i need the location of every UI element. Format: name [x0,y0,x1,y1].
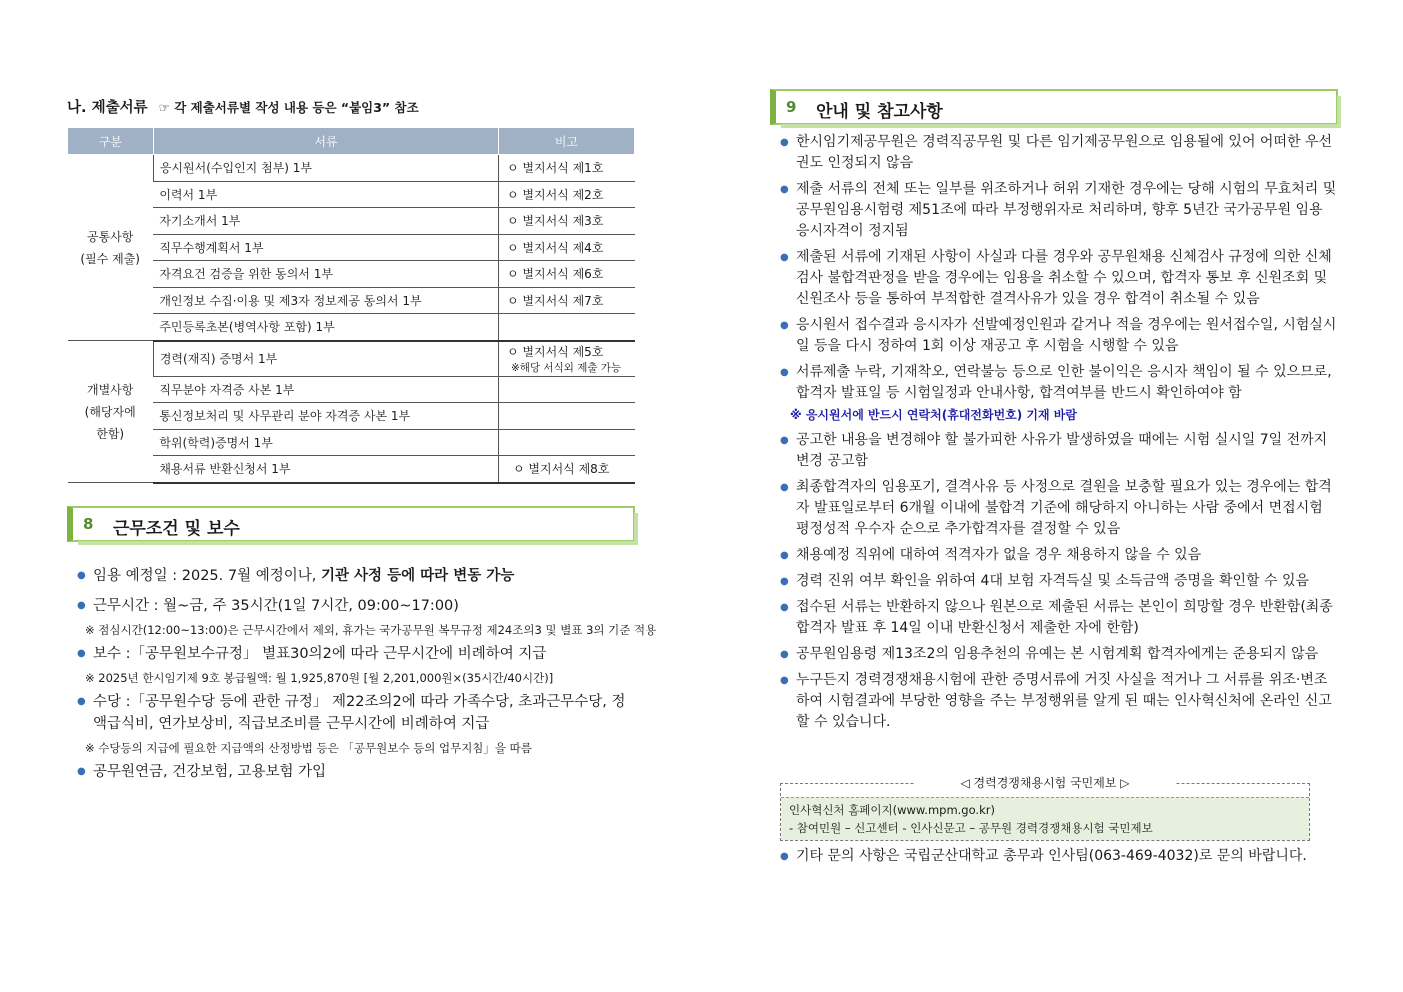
docs-heading [67,96,419,117]
list-item: ● 응시원서 접수결과 응시자가 선발예정인원과 같거나 적을 경우에는 원서접수일, 시험실시일 등을 다시 정하여 1회 이상 재공고 후 시험을 시행할 수 있음 [780,315,1340,357]
table-row [68,429,635,456]
section-9-header [770,89,1338,125]
doc-cell: 개인정보 수집·이용 및 제3자 정보제공 동의서 1부 [153,287,498,314]
doc-cell: 자기소개서 1부 [153,208,498,235]
remark-cell [499,376,635,403]
list-item: ● 제출된 서류에 기재된 사항이 사실과 다를 경우와 공무원채용 신체검사 규정에 의한 신체검사 불합격판정을 받을 경우에는 임용을 취소할 수 있으며, 합격자 통보 후 신원조회 및 신원조사 등을 통하여 부적합한 결격사유가 있을 경우 합격이 취소될 수 있음 [780,247,1340,310]
list-item: ● 제출 서류의 전체 또는 일부를 위조하거나 허위 기재한 경우에는 당해 시험의 무효처리 및 공무원임용시험령 제51조에 따라 부정행위자로 처리하며, 향후 5년간 국가공무원 임용 응시자격이 정지됨 [780,179,1340,242]
table-header-row [68,128,635,155]
list-note: ※ 2025년 한시임기제 9호 봉급월액: 월 1,925,870원 [월 2,201,000원×(35시간/40시간)] [85,671,554,685]
list-item: ● 임용 예정일 : 2025. 7월 예정이나, 기관 사정 등에 따라 변동 가능 [77,565,637,587]
table-row [68,376,635,403]
list-item: ● 공무원연금, 건강보험, 고용보험 가입 [77,761,637,783]
section-8-header [67,506,635,542]
column-header: 구분 [68,128,154,155]
list-item: ● 공무원임용령 제13조2의 임용추천의 유예는 본 시험계획 합격자에게는 준용되지 않음 [780,644,1340,665]
report-homepage: 인사혁신처 홈페이지(www.mpm.go.kr) [789,803,995,817]
notice-list [780,132,1340,738]
remark-cell: ㅇ 별지서식 제6호 [499,261,635,288]
doc-cell: 경력(재직) 증명서 1부 [153,341,498,377]
table-row [68,341,635,377]
list-item: ● 수당 :「공무원수당 등에 관한 규정」 제22조의2에 따라 가족수당, 초과근무수당, 정액급식비, 연가보상비, 직급보조비를 근무시간에 비례하여 지급 [77,691,637,735]
list-item: ● 한시임기제공무원은 경력직공무원 및 다른 임기제공무원으로 임용될에 있어 어떠한 우선권도 인정되지 않음 [780,132,1340,174]
list-item: ● 최종합격자의 임용포기, 결격사유 등 사정으로 결원을 보충할 필요가 있는 경우에는 합격자 발표일로부터 6개월 이내에 불합격 기준에 해당하지 아니하는 사람 중에서 면접시험 평정성적 우수자 순으로 추가합격자를 결정할 수 있음 [780,477,1340,540]
report-path: - 참여민원 – 신고센터 - 인사신문고 – 공무원 경력경쟁채용시험 국민제보 [789,821,1153,835]
remark-cell [499,314,635,341]
documents-table [67,127,635,484]
column-header: 비고 [499,128,635,155]
table-row [68,181,635,208]
remark-cell: ㅇ 별지서식 제4호 [499,234,635,261]
inquiry-line [780,846,1340,867]
docs-heading-title: 나. 제출서류 [67,100,148,116]
table-row [68,234,635,261]
group-cell-common: 공통사항 (필수 제출) [68,155,154,341]
doc-cell: 이력서 1부 [153,181,498,208]
remark-subnote: ※해당 서식외 제출 가능 [511,361,622,374]
list-item: ● 근무시간 : 월~금, 주 35시간(1일 7시간, 09:00~17:00) [77,595,637,617]
doc-cell: 직무수행계획서 1부 [153,234,498,261]
list-item: ● 누구든지 경력경쟁채용시험에 관한 증명서류에 거짓 사실을 적거나 그 서류를 위조·변조하여 시험결과에 부당한 영향을 주는 부정행위를 알게 된 때는 인사혁신처에 온라인 신고할 수 있습니다. [780,670,1340,733]
list-item: ● 접수된 서류는 반환하지 않으나 원본으로 제출된 서류는 본인이 희망할 경우 반환함(최종합격자 발표 후 14일 이내 반환신청서 제출한 자에 한함) [780,597,1340,639]
table-row [68,287,635,314]
section-title: 안내 및 참고사항 [816,102,943,122]
table-row [68,456,635,483]
list-note: ※ 점심시간(12:00~13:00)은 근무시간에서 제외, 휴가는 국가공무원 복무규정 제24조의3 및 별표 3의 기준 적용 [85,623,657,637]
remark-cell [499,429,635,456]
table-row [68,314,635,341]
section-number: 9 [786,98,797,116]
table-row [68,155,635,182]
list-item: ● 기타 문의 사항은 국립군산대학교 총무과 인사팀(063-469-4032)로 문의 바랍니다. [780,846,1340,867]
list-note: ※ 수당등의 지급에 필요한 지급액의 산정방법 등은 「공무원보수 등의 업무지침」을 따름 [85,741,532,755]
list-item: ● 서류제출 누락, 기재착오, 연락불능 등으로 인한 불이익은 응시자 책임이 될 수 있으므로, 합격자 발표일 등 시험일정과 안내사항, 합격여부를 반드시 확인하여야 함 [780,362,1340,404]
list-item: ● 경력 진위 여부 확인을 위하여 4대 보험 자격득실 및 소득금액 증명을 확인할 수 있음 [780,571,1340,592]
doc-cell: 주민등록초본(병역사항 포함) 1부 [153,314,498,341]
remark-cell: ㅇ 별지서식 제2호 [499,181,635,208]
remark-cell: ㅇ 별지서식 제5호 ※해당 서식외 제출 가능 [499,341,635,377]
doc-cell: 채용서류 반환신청서 1부 [153,456,498,483]
remark-cell: ㅇ 별지서식 제3호 [499,208,635,235]
list-item: ● 채용예정 직위에 대하여 적격자가 없을 경우 채용하지 않을 수 있음 [780,545,1340,566]
remark-cell: ㅇ 별지서식 제8호 [499,456,635,483]
table-row [68,403,635,430]
work-conditions-list [77,565,657,783]
section-title: 근무조건 및 보수 [113,519,240,539]
table-row [68,261,635,288]
doc-cell: 자격요건 검증을 위한 동의서 1부 [153,261,498,288]
doc-cell: 통신정보처리 및 사무관리 분야 자격증 사본 1부 [153,403,498,430]
column-header: 서류 [153,128,498,155]
doc-cell: 응시원서(수입인지 첨부) 1부 [153,155,498,182]
doc-cell: 학위(학력)증명서 1부 [153,429,498,456]
group-cell-individual: 개별사항 (해당자에 한함) [68,341,154,483]
remark-cell: ㅇ 별지서식 제1호 [499,155,635,182]
remark-cell: ㅇ 별지서식 제7호 [499,287,635,314]
remark-cell [499,403,635,430]
report-body [781,797,1309,840]
table-row [68,208,635,235]
docs-heading-note: ☞ 각 제출서류별 작성 내용 등은 “붙임3” 참조 [158,100,419,115]
doc-cell: 직무분야 자격증 사본 1부 [153,376,498,403]
list-item: ● 보수 :「공무원보수규정」 별표30의2에 따라 근무시간에 비례하여 지급 [77,643,637,665]
section-number: 8 [83,515,94,533]
list-item: ● 공고한 내용을 변경해야 할 불가피한 사유가 발생하였을 때에는 시험 실시일 7일 전까지 변경 공고함 [780,430,1340,472]
contact-alert: ※ 응시원서에 반드시 연락처(휴대전화번호) 기재 바람 [790,408,1077,422]
public-report-box [780,776,1310,841]
report-title: ◁ 경력경쟁채용시험 국민제보 ▷ [915,775,1175,791]
